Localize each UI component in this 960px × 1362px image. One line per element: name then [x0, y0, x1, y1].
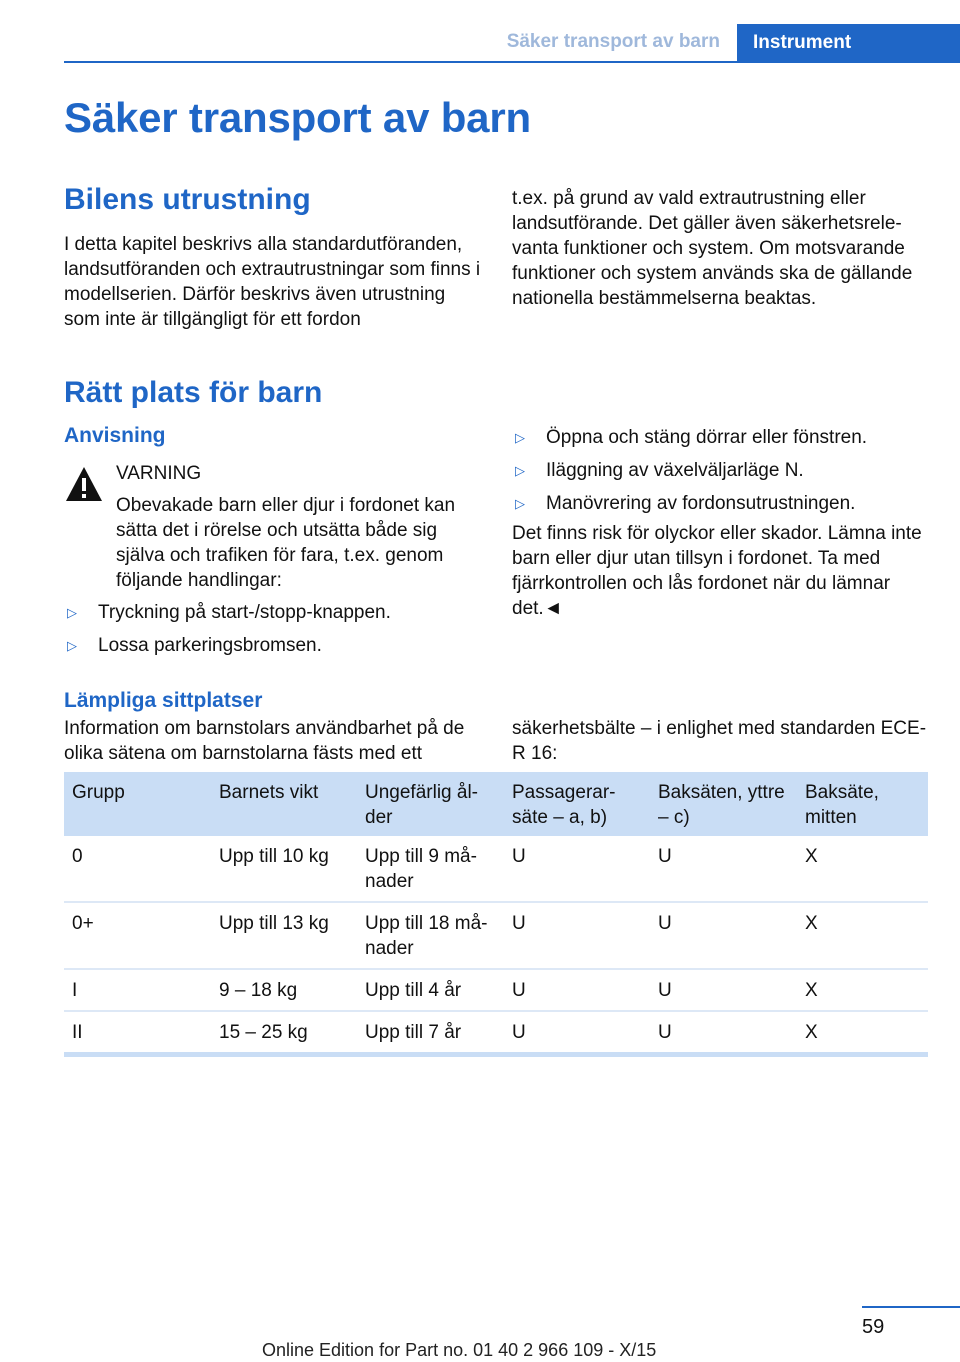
list-item [64, 600, 484, 625]
list-item [512, 491, 932, 516]
child-seat-table [64, 772, 928, 1057]
column-header: Ungefärlig ålder [365, 782, 478, 828]
table-row [64, 902, 928, 969]
table-cell: U [658, 846, 672, 867]
warning-text-body: Obevakade barn eller djur i fordonet kan sätta det i rörelse och utsätta både sig själva och trafiken för fara, t.ex. genom följande handlingar: [116, 495, 456, 591]
warning-text [64, 493, 484, 593]
column-header: Baksäten, yttre – c) [658, 782, 785, 828]
column-header: Baksäte, mitten [805, 782, 879, 828]
page-number-rule [862, 1306, 960, 1308]
chapter-tab[interactable]: Instrument [737, 24, 960, 62]
page-title: Säker transport av barn [64, 94, 531, 141]
footer-edition: Online Edition for Part no. 01 40 2 966 109 - X/15 [262, 1340, 657, 1360]
triangle-right-icon: ▷ [515, 496, 525, 511]
list-item [512, 458, 932, 483]
table-cell: X [805, 846, 818, 867]
table-cell: U [512, 846, 526, 867]
triangle-right-icon: ▷ [515, 463, 525, 478]
suitable-seats-text-left: Information om barnstolars användbarhet på de olika sätena om barnstolarna fästs med ett [64, 718, 465, 764]
table-row [64, 969, 928, 1011]
table-header-row [64, 772, 928, 836]
section-title-vehicle-equipment: Bilens utrustning [64, 183, 311, 216]
table-cell: I [72, 980, 78, 1001]
table-cell: Upp till 10 kg [219, 846, 329, 867]
table-cell: 0+ [72, 913, 94, 934]
table-cell: U [512, 1022, 526, 1043]
table-cell: U [658, 913, 672, 934]
list-item-text: Manövrering av fordonsutrustningen. [546, 493, 856, 514]
column-header: Passagerarsäte – a, b) [512, 782, 616, 828]
list-item-text: Öppna och stäng dörrar eller fönstren. [546, 427, 868, 448]
table-cell: 15 – 25 kg [219, 1022, 308, 1043]
table-cell: Upp till 9 månader [365, 846, 477, 892]
subsection-title-notice: Anvisning [64, 424, 166, 447]
list-item [64, 633, 484, 658]
page-number: 59 [862, 1316, 885, 1338]
table-cell: 9 – 18 kg [219, 980, 298, 1001]
section-title-child-seating: Rätt plats för barn [64, 376, 323, 409]
list-item-text: Tryckning på start-/stopp-knappen. [98, 602, 391, 623]
table-cell: U [658, 1022, 672, 1043]
list-item-text: Lossa parkeringsbromsen. [98, 635, 322, 656]
table-cell: U [512, 913, 526, 934]
table-cell: Upp till 4 år [365, 980, 462, 1001]
list-item-text: Iläggning av växelväljarläge N. [546, 460, 804, 481]
triangle-right-icon: ▷ [67, 605, 77, 620]
column-header: Barnets vikt [219, 782, 319, 803]
table-cell: X [805, 980, 818, 1001]
warning-label: VARNING [116, 463, 202, 484]
vehicle-equipment-text-right: t.ex. på grund av vald extrautrustning eller landsutförande. Det gäller även säkerhetsrelevanta funktioner och system. Om motsvarande funktioner och system används ska de gällande nationella bestämmelserna beaktas. [512, 188, 913, 309]
table-cell: 0 [72, 846, 83, 867]
table-cell: Upp till 18 månader [365, 913, 488, 959]
vehicle-equipment-text-left: I detta kapitel beskrivs alla standardutföranden, landsutföranden och extrautrustningar som finns i modellserien. Därför beskrivs även utrustning som inte är tillgängligt för ett fordon [64, 234, 481, 330]
subsection-title-suitable-seats: Lämpliga sittplatser [64, 689, 263, 712]
triangle-right-icon: ▷ [67, 638, 77, 653]
table-cell: U [658, 980, 672, 1001]
header-section-label: Säker transport av barn [506, 31, 720, 52]
table-cell: Upp till 13 kg [219, 913, 329, 934]
table-cell: Upp till 7 år [365, 1022, 462, 1043]
table-cell: X [805, 1022, 818, 1043]
warning-conclusion-text: Det finns risk för olyckor eller skador. Lämna inte barn eller djur utan tillsyn i fordonet. Ta med fjärrkontrollen och lås fordonet när du lämnar det.◄ [512, 523, 922, 619]
suitable-seats-text-right: säkerhetsbälte – i enlighet med standarden ECE-R 16: [512, 718, 927, 764]
header-rule [64, 61, 960, 63]
warning-list-right [512, 425, 932, 524]
table-cell: U [512, 980, 526, 1001]
column-header: Grupp [72, 782, 125, 803]
table-cell: X [805, 913, 818, 934]
table-cell: II [72, 1022, 83, 1043]
list-item [512, 425, 932, 450]
table-row [64, 836, 928, 902]
warning-list-left [64, 600, 484, 666]
table-row [64, 1011, 928, 1055]
triangle-right-icon: ▷ [515, 430, 525, 445]
